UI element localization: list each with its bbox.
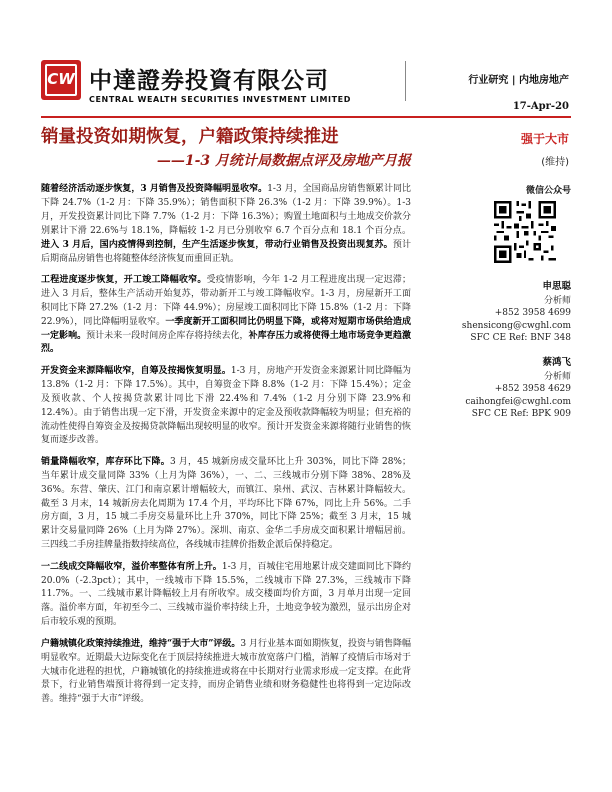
paragraph-sales-investment: 随着经济活动逐步恢复，3 月销售及投资降幅明显收窄。1-3 月，全国商品房销售额累计同比下降 24.7%（1-2 月：下降 35.9%）；销售面积下降 26.3%（1-2 月：下降 39.9%）。1-3 月，开发投资累计同比下降 7.7%（1-2 月：下降 16.3%）；购置土地面积与土地成交价款分别累计下滑 22.6%与 18.1%，降幅较 1-2 月已分别收窄 6.7 个百分点和 18.1 个百分点。进入 3 月后，国内疫情得到控制，生产生活逐步恢复，带动行业销售及投资出现复苏。预计后期商品房销售也将随整体经济恢复而重回正轨。 bbox=[41, 184, 412, 264]
logo-text: CW bbox=[47, 70, 75, 88]
analyst-role: 分析师 bbox=[543, 296, 571, 307]
paragraph-funding: 开发资金来源降幅收窄，自筹及按揭恢复明显。1-3 月，房地产开发资金来源累计同比降幅为 13.8%（1-2 月：下降 17.5%）。其中，自筹资金下降 8.8%（1-2 月：下降 15.4%）；定金及预收款、个人按揭贷款累计同比下滑 22.4%和 7.4%（1-2 月分别下降 23.9%和 12.4%）。由于销售出现一定下滑，开发资金来源中的定金及预收款降幅较为明显；但充裕的流动性使得自筹资金及按揭贷款降幅出现较明显的收窄。预计开发资金来源将随行业销售的恢复而逐步改善。 bbox=[41, 365, 411, 446]
report-category: 行业研究 | 内地房地产 bbox=[468, 75, 569, 86]
sidebar bbox=[430, 183, 571, 419]
analyst-name: 申思聪 bbox=[542, 281, 571, 292]
analyst-license: SFC CE Ref: BPK 909 bbox=[471, 408, 571, 419]
analyst-email[interactable]: caihongfei@cwghl.com bbox=[465, 396, 571, 407]
company-name-cn: 中達證券投資有限公司 bbox=[89, 68, 329, 94]
analyst-email[interactable]: shensicong@cwghl.com bbox=[461, 320, 571, 331]
paragraph-construction: 工程进度逐步恢复，开工竣工降幅收窄。受疫情影响，今年 1-2 月工程进度出现一定迟滞；进入 3 月后，整体生产活动开始复苏，带动新开工与竣工降幅收窄。1-3 月，房屋新开工面积同比下降 27.2%（1-2 月：下降 44.9%）；房屋竣工面积同比下降 15.8%（1-2 月：下降 22.9%），同比降幅明显收窄。一季度新开工面积同比仍明显下降，或将对短期市场供给造成一定影响。预计未来一段时间房企库存将持续去化，补库存压力或将使得土地市场竞争更趋激烈。 bbox=[41, 274, 411, 355]
paragraph-volume-inventory: 销量降幅收窄，库存环比下降。3 月，45 城新房成交量环比上升 303%，同比下降 28%；当年累计成交量同降 33%（上月为降 36%），一、二、三线城市分别下降 38%、28%及 36%。东营、肇庆、江门和南京累计增幅较大，而镇江、泉州、武汉、吉林累计降幅较大。截至 3 月末，14 城新房去化周期为 17.4 个月，平均环比下降 67%，同比上升 56%。二手房方面，3 月，15 城二手房交易量环比上升 370%，同比下降 25%；截至 3 月末，15 城累计交易量同降 26%（上月为降 27%）。深圳、南京、金华二手房成交面积累计增幅居前。三四线二手房挂牌量指数持续高位，各线城市挂牌价指数企派后保持稳定。 bbox=[41, 456, 411, 551]
report-body bbox=[41, 183, 411, 715]
wechat-label: 微信公众号 bbox=[525, 186, 571, 196]
header-divider bbox=[405, 61, 406, 101]
report-date: 17-Apr-20 bbox=[512, 101, 569, 112]
company-logo bbox=[41, 60, 81, 100]
analyst-name: 蔡鸿飞 bbox=[542, 357, 571, 368]
analyst-card bbox=[430, 281, 571, 344]
company-name-en: CENTRAL WEALTH SECURITIES INVESTMENT LIMITED bbox=[89, 95, 351, 104]
header-rule-red bbox=[41, 116, 571, 118]
analyst-phone: +852 3958 4629 bbox=[494, 384, 571, 395]
analyst-phone: +852 3958 4699 bbox=[494, 308, 571, 319]
analyst-license: SFC CE Ref: BNF 348 bbox=[470, 332, 571, 343]
analyst-role: 分析师 bbox=[543, 372, 571, 383]
report-subtitle: ——1-3 月统计局数据点评及房地产月报 bbox=[156, 153, 411, 169]
rating-label: 强于大市 bbox=[520, 132, 569, 146]
analyst-card bbox=[430, 357, 571, 420]
report-header bbox=[0, 0, 612, 118]
qr-code-icon bbox=[494, 201, 556, 263]
rating-status: (维持) bbox=[541, 157, 569, 168]
paragraph-land-market: 一二线成交降幅收窄，溢价率整体有所上升。1-3 月，百城住宅用地累计成交建面同比下降约 20.0%（-2.3pct）；其中，一线城市下降 15.5%，二线城市下降 27.3%，三线城市下降 11.7%。一、二线城市累计降幅较上月有所收窄。成交楼面均价方面，3 月单月出现一定回落。溢价率方面，年初至今二、三线城市溢价率持续上升，土地竞争较为激烈，显示出房企对后市较乐观的预期。 bbox=[41, 561, 411, 628]
report-title: 销量投资如期恢复，户籍政策持续推进 bbox=[41, 127, 339, 147]
paragraph-policy-rating: 户籍城镇化政策持续推进，维持“强于大市”评级。3 月行业基本面如期恢复，投资与销售降幅明显收窄。近期最大边际变化在于顶层持续推进大城市放宽落户门槛，消解了疫情后市场对于大城市化进程的担忧，户籍城镇化的持续推进或将在中长期对行业需求形成一定支撑。在此背景下，行业销售端预计将得到一定支持，而房企销售业绩和财务稳健性也将得到一定边际改善。维持“强于大市”评级。 bbox=[41, 638, 411, 705]
